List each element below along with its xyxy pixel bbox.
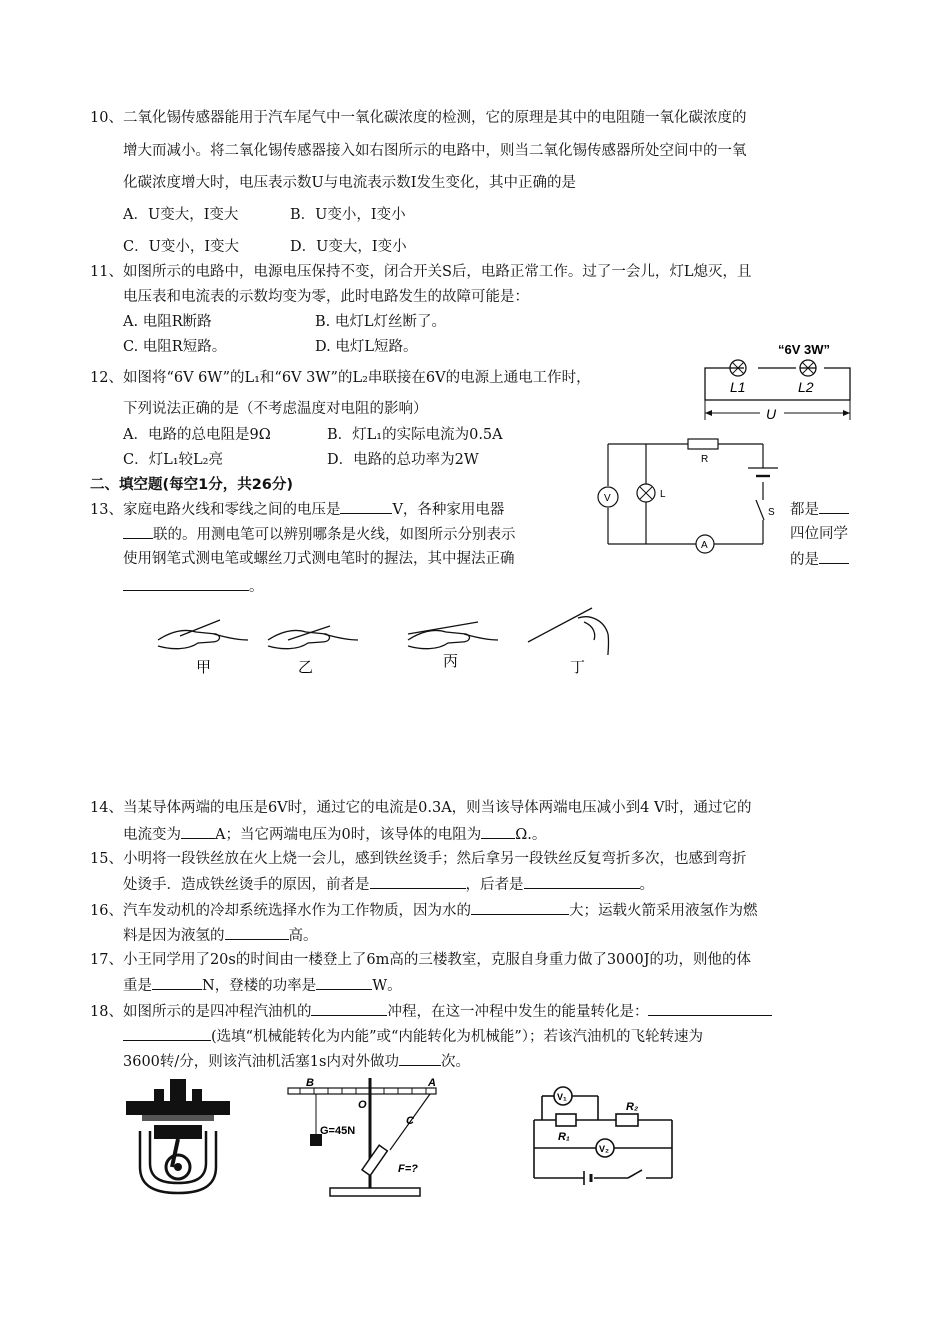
- lamp-label: L: [660, 489, 666, 500]
- engine-stroke-figure: [126, 1075, 231, 1195]
- blank[interactable]: [819, 499, 849, 514]
- blank[interactable]: [152, 975, 202, 990]
- voltmeter-v1-icon: [554, 1087, 572, 1105]
- q13-text-c: 都是: [790, 502, 819, 518]
- q15-line1: 15、小明将一段铁丝放在火上烧一会儿，感到铁丝烫手；然后拿另一段铁丝反复弯折多次，也感到弯折: [90, 851, 747, 867]
- voltage-u-label: U: [766, 406, 777, 422]
- q12-option-d: D．电路的总功率为2W: [327, 452, 479, 468]
- q10-line2: 增大而减小。将二氧化锡传感器接入如右图所示的电路中，则当二氧化锡传感器所处空间中的一氧: [123, 143, 747, 159]
- q18-text-a: 18、如图所示的是四冲程汽油机的: [90, 1004, 312, 1020]
- ammeter-icon: [696, 535, 714, 553]
- lever-point-o: O: [358, 1099, 367, 1111]
- q17-text-c: W。: [372, 978, 402, 994]
- resistor-r2-icon: [616, 1114, 638, 1126]
- voltmeter-v2-label: V₂: [599, 1144, 610, 1154]
- lever-point-a: A: [428, 1077, 436, 1089]
- q18-line1: [90, 1001, 772, 1022]
- q13-text-e: 的是: [790, 552, 819, 568]
- q11-option-b: B. 电灯L灯丝断了。: [315, 314, 447, 330]
- pen-label-jia: 甲: [196, 659, 212, 676]
- section-title: 二、填空题(每空1分，共26分): [90, 477, 294, 493]
- blank[interactable]: [123, 524, 153, 539]
- blank[interactable]: [471, 900, 569, 915]
- q13-text-f: 。: [249, 579, 264, 595]
- switch-label: S: [768, 507, 775, 518]
- q17-text-a: 重是: [123, 978, 152, 994]
- voltmeter-v2-icon: [596, 1139, 614, 1157]
- test-pen-grips-figure: [158, 600, 618, 678]
- q13-line4: [123, 576, 264, 597]
- q15-line2: [123, 874, 654, 895]
- q12-line2: 下列说法正确的是（不考虑温度对电阻的影响）: [123, 401, 428, 417]
- blank[interactable]: [123, 576, 249, 591]
- resistor-r1-icon: [556, 1114, 576, 1126]
- blank[interactable]: [524, 874, 640, 889]
- voltmeter-v1-label: V₁: [557, 1092, 567, 1102]
- q10-option-d: D．U变大，I变小: [290, 239, 407, 255]
- q14-line2: [123, 824, 546, 845]
- blank[interactable]: [123, 1026, 211, 1041]
- q16-text-a: 16、汽车发动机的冷却系统选择水作为工作物质，因为水的: [90, 903, 471, 919]
- hand-grip-yi-icon: [268, 626, 358, 649]
- lamps-series-diagram: [700, 338, 860, 428]
- resistor-r-icon: [688, 439, 718, 449]
- q12-option-c: C．灯L₁较L₂亮: [123, 452, 223, 468]
- blank[interactable]: [181, 824, 215, 839]
- q13-line2: [123, 524, 516, 545]
- blank[interactable]: [399, 1051, 441, 1066]
- q13-line3: 使用钢笔式测电笔或螺丝刀式测电笔时的握法，其中握法正确: [123, 551, 515, 567]
- lever-weight-label: G=45N: [320, 1125, 356, 1137]
- lever-figure: [280, 1078, 450, 1200]
- q17-line1: 17、小王同学用了20s的时间由一楼登上了6m高的三楼教室，克服自身重力做了3000J的功，则他的体: [90, 952, 752, 968]
- lever-point-c: C: [406, 1115, 414, 1127]
- resistor-r1-label: R₁: [558, 1131, 570, 1143]
- ammeter-label: A: [701, 540, 708, 551]
- q18-text-e: 次。: [440, 1054, 470, 1070]
- blank[interactable]: [370, 874, 466, 889]
- q12-option-b: B．灯L₁的实际电流为0.5A: [327, 427, 503, 443]
- q11-option-d: D. 电灯L短路。: [315, 339, 418, 355]
- q16-text-b: 大；运载火箭采用液氢作为燃: [568, 903, 758, 919]
- q14-text-c: Ω.。: [515, 827, 547, 843]
- q15-text-c: 。: [639, 877, 654, 893]
- q10-option-b: B．U变小，I变小: [290, 207, 406, 223]
- q11-line1: 11、如图所示的电路中，电源电压保持不变，闭合开关S后，电路正常工作。过了一会儿，灯L熄灭，且: [90, 264, 752, 280]
- q15-text-b: ，后者是: [465, 877, 524, 893]
- q13-line1-right: [790, 499, 849, 520]
- q14-line1: 14、当某导体两端的电压是6V时，通过它的电流是0.3A，则当该导体两端电压减小到4 V时，通过它的: [90, 800, 752, 816]
- blank[interactable]: [819, 549, 849, 564]
- q16-text-d: 高。: [288, 928, 318, 944]
- q13-text-a: 13、家庭电路火线和零线之间的电压是: [90, 502, 341, 518]
- lever-point-b: B: [306, 1077, 314, 1089]
- circuit-q11-diagram: [598, 438, 788, 550]
- q13-line1: [90, 499, 504, 520]
- blank[interactable]: [311, 1001, 387, 1016]
- pen-label-yi: 乙: [298, 659, 314, 676]
- q16-line2: [123, 925, 318, 946]
- lamp-l2-label: L2: [798, 379, 814, 395]
- q12-line1: 12、如图将“6V 6W”的L₁和“6V 3W”的L₂串联接在6V的电源上通电工作时，: [90, 370, 591, 386]
- blank[interactable]: [481, 824, 515, 839]
- voltmeter-label: V: [604, 493, 611, 504]
- q16-line1: [90, 900, 757, 921]
- q13-text-b: V，各种家用电器: [392, 502, 505, 518]
- q12-option-a: A．电路的总电阻是9Ω: [123, 427, 271, 443]
- q15-text-a: 处烫手．造成铁丝烫手的原因，前者是: [123, 877, 370, 893]
- spring-scale-icon: [362, 1145, 387, 1175]
- pen-label-bing: 丙: [443, 653, 459, 670]
- q18-text-b: 冲程，在这一冲程中发生的能量转化是：: [387, 1004, 649, 1020]
- hand-grip-bing-icon: [408, 622, 498, 649]
- q16-text-c: 料是因为液氢的: [123, 928, 225, 944]
- lamp-rating-label: “6V 3W”: [778, 342, 831, 357]
- q13-text-d: 联的。用测电笔可以辨别哪条是火线，如图所示分别表示: [153, 527, 516, 543]
- q13-line3-right: [790, 549, 849, 570]
- blank[interactable]: [340, 499, 392, 514]
- lamp-l-icon: [637, 484, 655, 502]
- q11-option-a: A. 电阻R断路: [123, 314, 212, 330]
- q17-text-b: N，登楼的功率是: [202, 978, 317, 994]
- q18-text-d: 3600转/分，则该汽油机活塞1s内对外做功: [123, 1054, 399, 1070]
- resistor-label: R: [701, 454, 709, 465]
- q14-text-b: A；当它两端电压为0时，该导体的电阻为: [215, 827, 482, 843]
- pen-label-ding: 丁: [570, 659, 586, 676]
- q11-option-c: C. 电阻R短路。: [123, 339, 227, 355]
- q17-line2: [123, 975, 402, 996]
- lever-force-label: F=?: [398, 1163, 418, 1175]
- q13-line2-right: 四位同学: [790, 526, 848, 542]
- q10-line3: 化碳浓度增大时，电压表示数U与电流表示数I发生变化，其中正确的是: [123, 175, 576, 191]
- blank[interactable]: [225, 925, 289, 940]
- resistor-r2-label: R₂: [626, 1101, 639, 1113]
- q10-option-a: A．U变大，I变大: [123, 207, 239, 223]
- hand-grip-jia-icon: [158, 620, 248, 649]
- q10-line1: 10、二氧化锡传感器能用于汽车尾气中一氧化碳浓度的检测，它的原理是其中的电阻随一氧化碳浓度的: [90, 110, 747, 126]
- q18-line3: [123, 1051, 470, 1072]
- q10-option-c: C．U变小，I变大: [123, 239, 240, 255]
- voltmeter-icon: [598, 487, 618, 507]
- lamp-l1-label: L1: [730, 379, 746, 395]
- q14-text-a: 电流变为: [123, 827, 181, 843]
- blank[interactable]: [316, 975, 372, 990]
- q18-text-c: (选填“机械能转化为内能”或“内能转化为机械能”）；若该汽油机的飞轮转速为: [211, 1029, 704, 1045]
- blank[interactable]: [648, 1001, 772, 1016]
- q11-line2: 电压表和电流表的示数均变为零，此时电路发生的故障可能是：: [123, 289, 529, 305]
- q18-line2: [123, 1026, 703, 1047]
- circuit-r1-r2-diagram: [528, 1082, 678, 1184]
